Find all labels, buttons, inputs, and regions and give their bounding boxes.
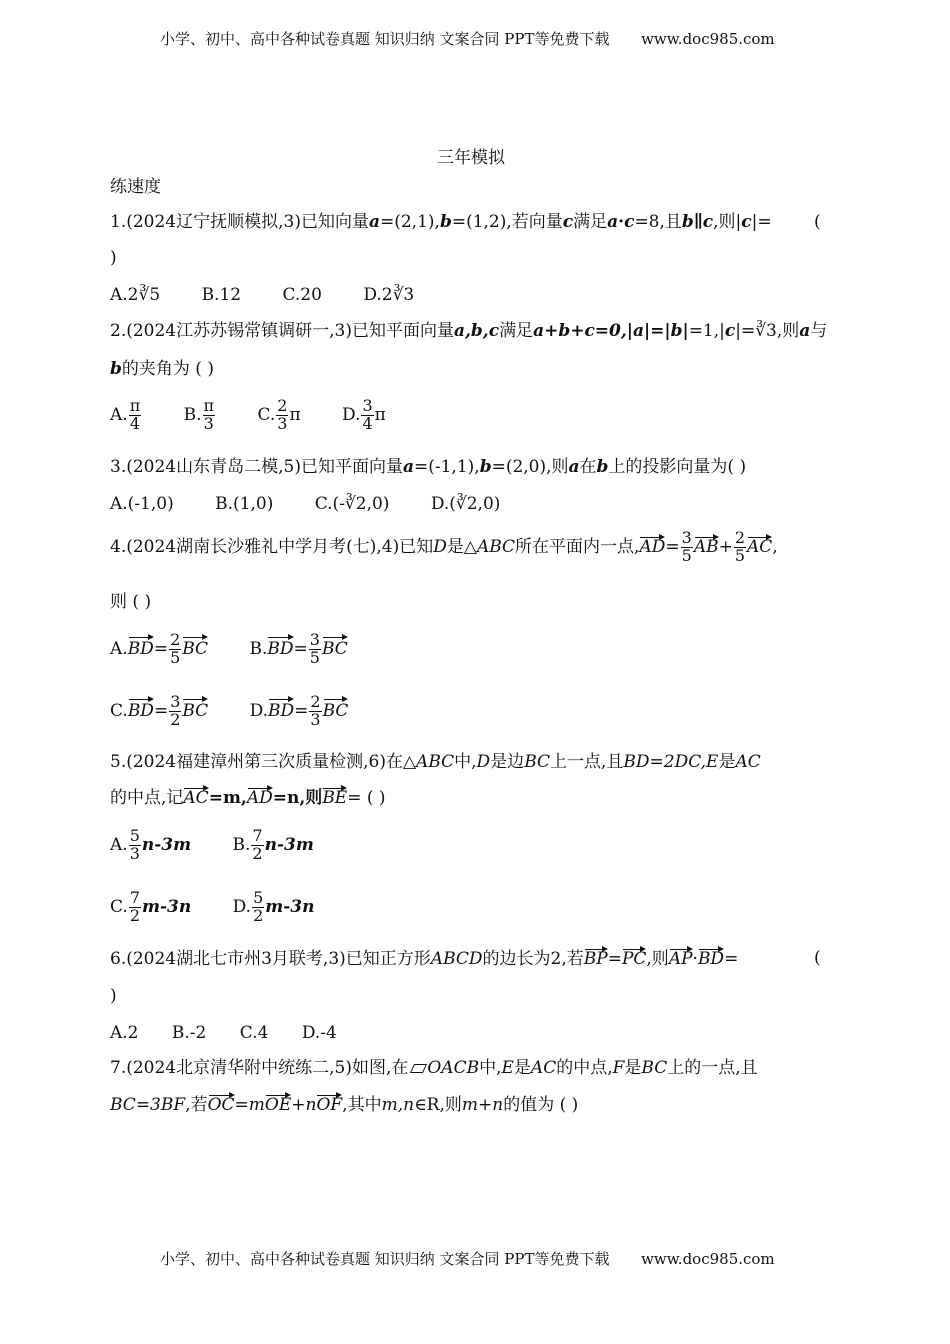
q2-options xyxy=(110,398,386,433)
question-7: 7.(2024北京清华附中统练二,5)如图,在 OACB中,E是AC的中点,F是BC上的一点,且 xyxy=(110,1058,758,1078)
option-d[interactable]: D. $\frac{5}{2}$ m-3n xyxy=(232,888,315,925)
question-4: 4.(2024湖南长沙雅礼中学月考(七),4)已知D是△ABC所在平面内一点,AD= $\frac{3}{5}$ AB+ $\frac{2}{5}$ AC, xyxy=(110,528,778,565)
q5-options-row1 xyxy=(110,828,314,863)
option-b[interactable]: B.BD= $\frac{3}{5}$ BC xyxy=(249,630,348,667)
option-c[interactable]: C. $\frac{7}{2}$ m-3n xyxy=(110,888,192,925)
parallelogram-icon xyxy=(410,1064,425,1073)
page-footer xyxy=(160,1248,775,1269)
option-a[interactable]: A.BD= $\frac{2}{5}$ BC xyxy=(110,630,209,667)
q3-options xyxy=(110,494,500,514)
q1-paren-open: ( xyxy=(814,212,821,232)
option-d[interactable]: D.BD= $\frac{2}{3}$ BC xyxy=(249,692,349,729)
question-2-line2: b的夹角为 ( ) xyxy=(110,359,214,379)
q4-options-row1 xyxy=(110,632,348,667)
option-b[interactable]: B.12 xyxy=(201,285,242,305)
option-b[interactable]: B.-2 xyxy=(171,1023,207,1043)
page-header xyxy=(160,28,775,49)
option-a[interactable]: A.(-1,0) xyxy=(110,494,174,514)
option-a[interactable]: A.2∛5 xyxy=(110,285,161,305)
subsection-title: 练速度 xyxy=(110,177,161,197)
question-2: 2.(2024江苏苏锡常镇调研一,3)已知平面向量a,b,c满足a+b+c=0,|a|=|b|=1,|c|=∛3,则a与 xyxy=(110,321,828,341)
option-c[interactable]: C.BD= $\frac{3}{2}$ BC xyxy=(110,692,209,729)
q1-options xyxy=(110,285,414,305)
question-6: 6.(2024湖北七市州3月联考,3)已知正方形ABCD的边长为2,若BP=PC,则AP·BD= xyxy=(110,949,739,969)
option-a[interactable]: A. $\frac{5}{3}$ n-3m xyxy=(110,826,192,863)
option-d[interactable]: D. $\frac{3}{4}$ π xyxy=(342,396,386,433)
option-c[interactable]: C.4 xyxy=(239,1023,269,1043)
option-a[interactable]: A.2 xyxy=(110,1023,139,1043)
q6-paren-close: ) xyxy=(110,986,117,1006)
header-url[interactable]: www.doc985.com xyxy=(641,30,775,48)
option-d[interactable]: D.(∛2,0) xyxy=(430,494,501,514)
footer-text: 小学、初中、高中各种试卷真题 知识归纳 文案合同 PPT等免费下载 xyxy=(160,1250,610,1268)
section-title: 三年模拟 xyxy=(437,148,505,168)
question-3: 3.(2024山东青岛二模,5)已知平面向量a=(-1,1),b=(2,0),则a在b上的投影向量为( ) xyxy=(110,457,747,477)
q6-paren-open: ( xyxy=(814,948,821,968)
option-c[interactable]: C.20 xyxy=(282,285,322,305)
option-d[interactable]: D.-4 xyxy=(301,1023,337,1043)
q1-paren-close: ) xyxy=(110,248,117,268)
question-5-line2: 的中点,记AC=m,AD=n,则BE= ( ) xyxy=(110,788,386,808)
option-c[interactable]: C. $\frac{2}{3}$ π xyxy=(257,396,301,433)
option-c[interactable]: C.(-∛2,0) xyxy=(314,494,390,514)
option-b[interactable]: B. $\frac{7}{2}$ n-3m xyxy=(232,826,314,863)
q6-options xyxy=(110,1023,337,1043)
question-5: 5.(2024福建漳州第三次质量检测,6)在△ABC中,D是边BC上一点,且BD=2DC,E是AC xyxy=(110,752,761,772)
option-b[interactable]: B.(1,0) xyxy=(215,494,274,514)
footer-url[interactable]: www.doc985.com xyxy=(641,1250,775,1268)
option-b[interactable]: B. $\frac{\pi}{3}$ xyxy=(183,396,215,433)
option-d[interactable]: D.2∛3 xyxy=(363,285,415,305)
question-1: 1.(2024辽宁抚顺模拟,3)已知向量a=(2,1),b=(1,2),若向量c满足a·c=8,且b∥c,则|c|= xyxy=(110,212,772,232)
header-text: 小学、初中、高中各种试卷真题 知识归纳 文案合同 PPT等免费下载 xyxy=(160,30,610,48)
q4-options-row2 xyxy=(110,694,348,729)
question-4-line2: 则 ( ) xyxy=(110,592,152,612)
option-a[interactable]: A. $\frac{\pi}{4}$ xyxy=(110,396,141,433)
q5-options-row2 xyxy=(110,890,315,925)
question-7-line2: BC=3BF,若OC=mOE+nOF,其中m,n∈R,则m+n的值为 ( ) xyxy=(110,1095,579,1115)
